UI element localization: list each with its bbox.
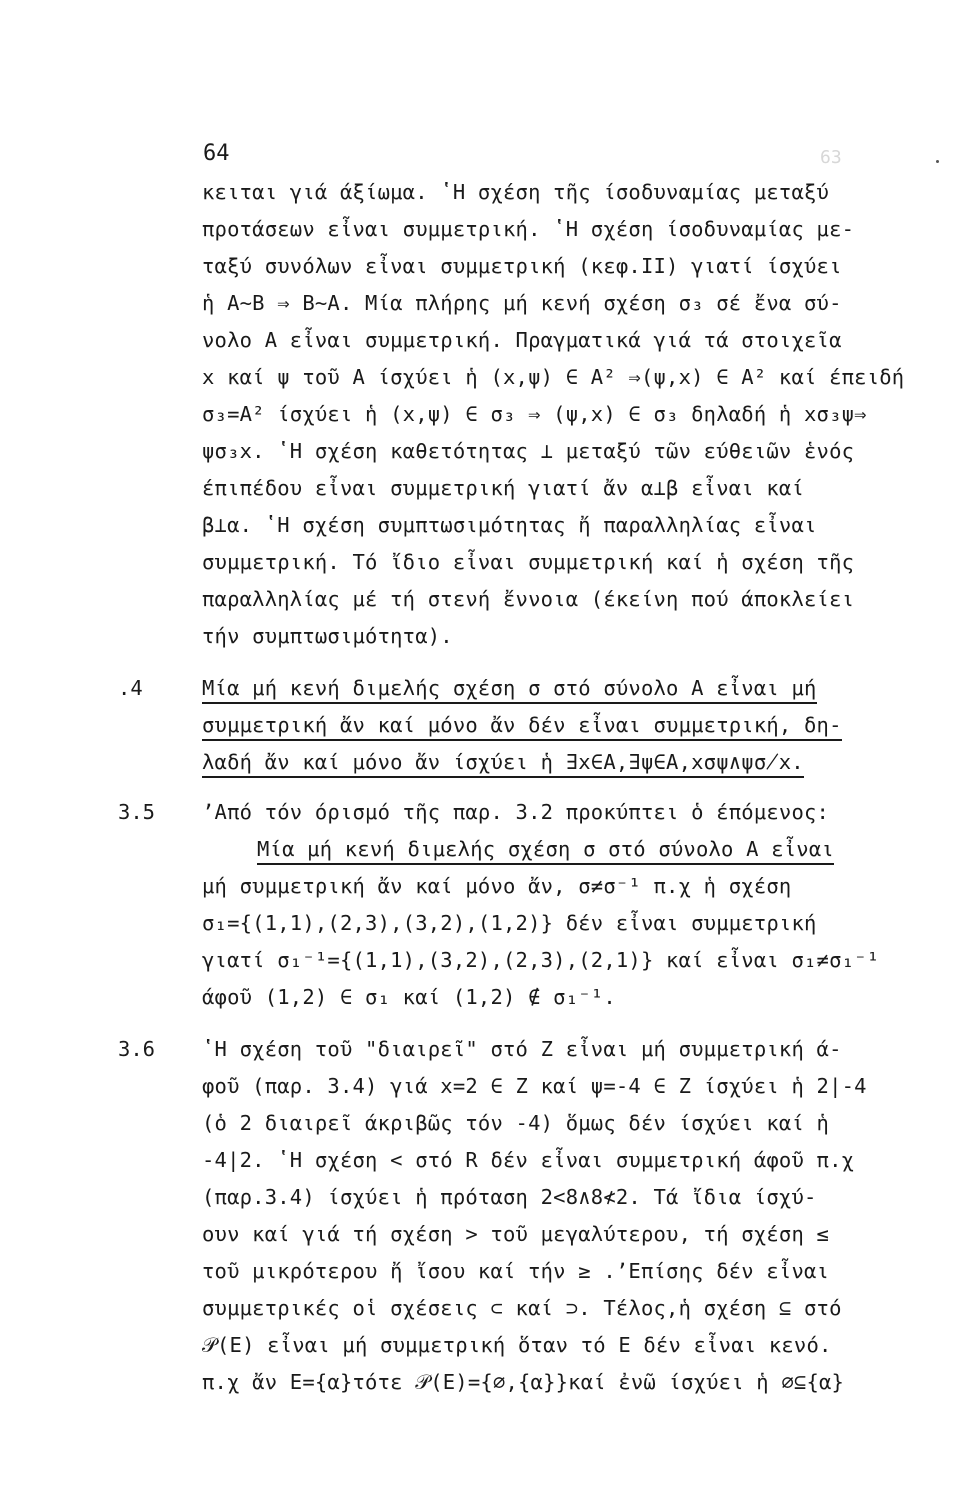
text-line: π.χ ἄν E={α}τότε 𝒫(E)={∅,{α}}καί ἐνῶ ίσχύει ἡ ∅⊆{α}	[202, 1370, 845, 1394]
section-number: .4	[118, 676, 143, 700]
section-number: 3.6	[118, 1037, 156, 1061]
text-line: νολο A εἶναι συμμετρική. Πραγματικά γιά τά στοιχεῖα	[202, 328, 842, 352]
text-line: (ὁ 2 διαιρεῖ άκριβῶς τόν -4) ὅμως δέν ίσχύει καί ἡ	[202, 1111, 830, 1135]
page-number: 64	[203, 141, 230, 166]
bleed-through-mark: 63	[820, 147, 842, 168]
text-line: 𝒫(E) εἶναι μή συμμετρική ὅταν τό E δέν εἶναι κενό.	[202, 1333, 832, 1357]
text-line: -4|2. ʽΗ σχέση < στό R δέν εἶναι συμμετρική άφοῦ π.χ	[202, 1148, 855, 1172]
text-line: άφοῦ (1,2) ∈ σ₁ καί (1,2) ∉ σ₁⁻¹.	[202, 985, 616, 1009]
text-line: τοῦ μικρότερου ἤ ἴσου καί τήν ≥ .ʼΕπίσης δέν εἶναι	[202, 1259, 830, 1283]
text-line: τήν συμπτωσιμότητα).	[202, 624, 453, 648]
text-line: κειται γιά άξίωμα. ʽΗ σχέση τῆς ίσοδυναμίας μεταξύ	[202, 180, 830, 204]
text-line: ʽΗ σχέση τοῦ "διαιρεῖ" στό Z εἶναι μή συμμετρική ά-	[202, 1037, 842, 1061]
text-line: σ₁={(1,1),(2,3),(3,2),(1,2)} δέν εἶναι συμμετρική	[202, 911, 817, 935]
stray-mark	[936, 160, 939, 163]
text-line: γιατί σ₁⁻¹={(1,1),(3,2),(2,3),(2,1)} καί εἶναι σ₁≠σ₁⁻¹	[202, 948, 880, 972]
text-line: φοῦ (παρ. 3.4) γιά x=2 ∈ Z καί ψ=-4 ∈ Z ίσχύει ἡ 2|-4	[202, 1074, 867, 1098]
text-line: παραλληλίας μέ τή στενή ἔννοια (έκείνη πού άποκλείει	[202, 587, 855, 611]
text-line: ψσ₃x. ʽΗ σχέση καθετότητας ⊥ μεταξύ τῶν εύθειῶν ἑνός	[202, 439, 855, 463]
text-line: x καί ψ τοῦ A ίσχύει ἡ (x,ψ) ∈ A² ⇒(ψ,x) ∈ A² καί έπειδή	[202, 365, 905, 389]
text-line: συμμετρική. Τό ἴδιο εἶναι συμμετρική καί ἡ σχέση τῆς	[202, 550, 855, 574]
text-line: έπιπέδου εἶναι συμμετρική γιατί ἄν α⊥β εἶναι καί	[202, 476, 805, 500]
text-line: προτάσεων εἶναι συμμετρική. ʽΗ σχέση ίσοδυναμίας με-	[202, 217, 855, 241]
section-number: 3.5	[118, 800, 156, 824]
text-line: ἡ A∼B ⇒ B∼A. Μία πλήρης μή κενή σχέση σ₃ σέ ἔνα σύ-	[202, 291, 842, 315]
text-line: σ₃=A² ίσχύει ἡ (x,ψ) ∈ σ₃ ⇒ (ψ,x) ∈ σ₃ δηλαδή ἡ xσ₃ψ⇒	[202, 402, 867, 426]
text-line: Μία μή κενή διμελής σχέση σ στό σύνολο A εἶναι μή	[202, 676, 817, 704]
text-line: ταξύ συνόλων εἶναι συμμετρική (κεφ.II) γιατί ίσχύει	[202, 254, 842, 278]
text-line: (παρ.3.4) ίσχύει ἡ πρόταση 2<8∧8≮2. Τά ἴδια ίσχύ-	[202, 1185, 817, 1209]
text-line: συμμετρικές οἱ σχέσεις ⊂ καί ⊃. Τέλος,ἡ σχέση ⊆ στό	[202, 1296, 842, 1320]
text-line: Μία μή κενή διμελής σχέση σ στό σύνολο A εἶναι	[257, 837, 834, 865]
text-line: συμμετρική ἄν καί μόνο ἄν δέν εἶναι συμμετρική, δη-	[202, 713, 842, 741]
text-line: ʼΑπό τόν όρισμό τῆς παρ. 3.2 προκύπτει ὁ έπόμενος:	[202, 800, 830, 824]
text-line: μή συμμετρική ἄν καί μόνο ἄν, σ≠σ⁻¹ π.χ ἡ σχέση	[202, 874, 792, 898]
text-line: λαδή ἄν καί μόνο ἄν ίσχύει ἡ ∃x∈A,∃ψ∈A,xσψ∧ψσ̸x.	[202, 750, 804, 778]
text-line: ουν καί γιά τή σχέση > τοῦ μεγαλύτερου, τή σχέση ≤	[202, 1222, 830, 1246]
text-line: β⊥α. ʽΗ σχέση συμπτωσιμότητας ἤ παραλληλίας εἶναι	[202, 513, 817, 537]
